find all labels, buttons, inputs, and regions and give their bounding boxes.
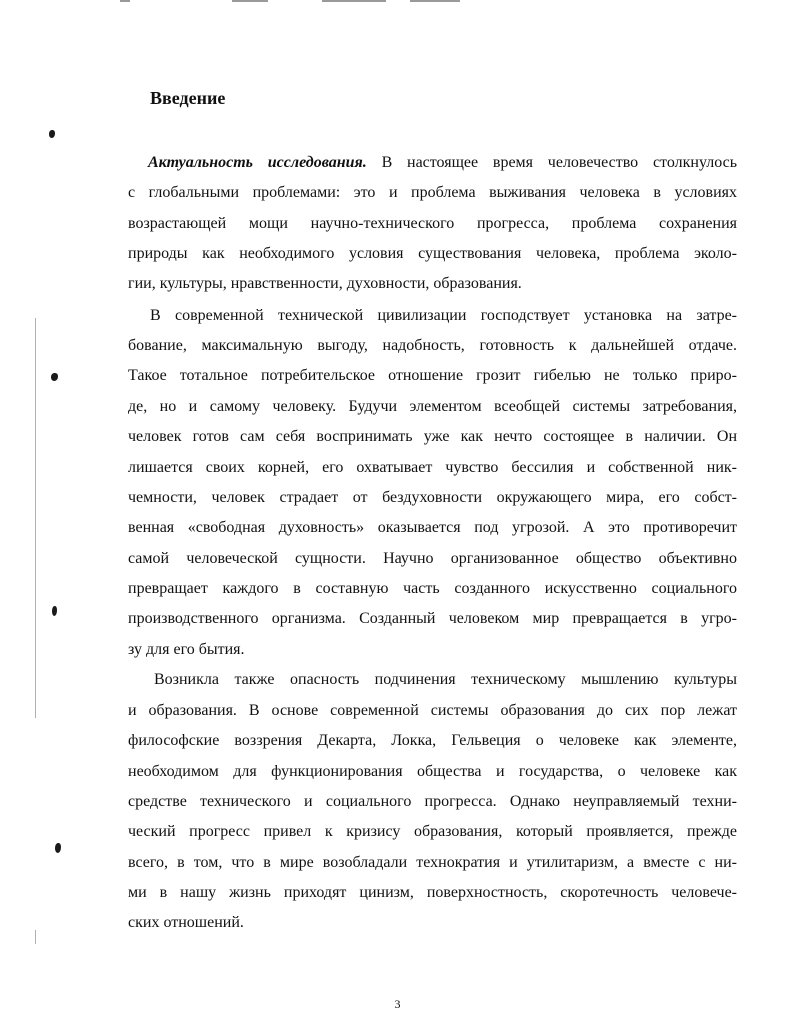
paragraph-line: гии, культуры, нравственности, духовности, образования.: [128, 275, 522, 292]
paragraph-line: ских отношений.: [128, 914, 244, 931]
paragraph-line: де, но и самому человеку. Будучи элементом всеобщей системы затребования,: [128, 398, 737, 415]
paragraph-line: бование, максимальную выгоду, надобность, готовность к дальнейшей отдаче.: [128, 337, 737, 354]
paragraph-line: средстве технического и социального прогресса. Однако неуправляемый техни-: [128, 793, 737, 810]
scan-mark: [322, 0, 386, 2]
scan-mark: [232, 0, 268, 2]
paragraph-line: лишается своих корней, его охватывает чувство бессилия и собственной ник-: [128, 459, 737, 476]
paragraph-line: превращает каждого в составную часть созданного искусственно социального: [128, 580, 737, 597]
scan-mark: [120, 0, 130, 2]
punch-hole-mark: [51, 373, 58, 381]
paragraph-line: самой человеческой сущности. Научно организованное общество объективно: [128, 550, 737, 567]
paragraph-line: и образования. В основе современной системы образования до сих пор лежат: [128, 702, 737, 719]
punch-hole-mark: [52, 606, 57, 616]
paragraph-line: всего, в том, что в мире возобладали технократия и утилитаризм, а вместе с ни-: [128, 854, 737, 871]
paragraph-line: Такое тотальное потребительское отношение грозит гибелью не только приро-: [128, 367, 737, 384]
scan-margin-line: [35, 318, 36, 718]
paragraph-line: с глобальными проблемами: это и проблема выживания человека в условиях: [128, 184, 737, 201]
paragraph-line: производственного организма. Созданный человеком мир превращается в угро-: [128, 610, 737, 627]
punch-hole-mark: [55, 843, 61, 853]
paragraph-line: зу для его бытия.: [128, 641, 245, 658]
paragraph-line: ческий прогресс привел к кризису образования, который проявляется, прежде: [128, 823, 737, 840]
paragraph-line: Возникла также опасность подчинения техническому мышлению культуры: [154, 671, 737, 688]
page-number: 3: [394, 997, 401, 1011]
page-title: Введение: [150, 88, 226, 108]
paragraph-line: возрастающей мощи научно-технического прогресса, проблема сохранения: [128, 215, 737, 232]
paragraph-line: чемности, человек страдает от бездуховности окружающего мира, его собст-: [128, 489, 737, 506]
scan-mark: [410, 0, 460, 2]
section-lead: Актуальность исследования.: [148, 154, 367, 171]
paragraph-line: природы как необходимого условия существования человека, проблема эколо-: [128, 245, 737, 262]
paragraph-text: В настоящее время человечество столкнулось: [381, 154, 738, 171]
paragraph-line: ми в нашу жизнь приходят цинизм, поверхностность, скоротечность человече-: [128, 884, 737, 901]
punch-hole-mark: [49, 130, 55, 138]
scan-margin-line: [35, 930, 36, 944]
paragraph-line: необходимом для функционирования общества и государства, о человеке как: [128, 763, 737, 780]
paragraph-line: В современной технической цивилизации господствует установка на затре-: [150, 307, 737, 324]
paragraph-line: философские воззрения Декарта, Локка, Гельвеция о человеке как элементе,: [128, 732, 737, 749]
paragraph-line: человек готов сам себя воспринимать уже как нечто состоящее в наличии. Он: [128, 428, 737, 445]
paragraph-line: [128, 153, 737, 173]
paragraph-line: венная «свободная духовность» оказывается под угрозой. А это противоречит: [128, 519, 737, 536]
